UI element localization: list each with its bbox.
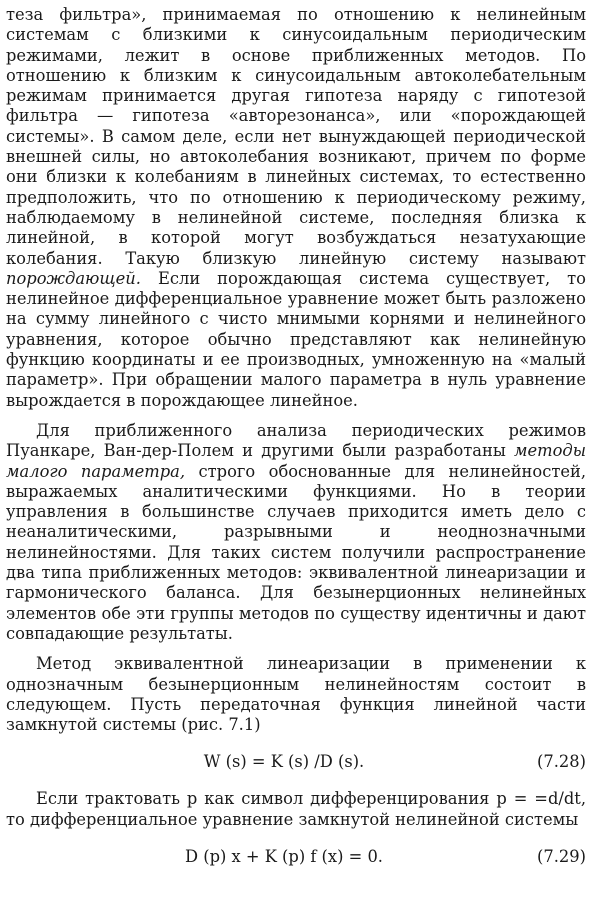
paragraph-2-text-a: Для приближенного анализа периодических режимов Пуанкаре, Ван-дер-Полем и другими были разработаны [6, 420, 586, 461]
equation-7-29-formula: D (p) x + K (p) f (x) = 0. [185, 846, 383, 866]
paragraph-1-text-b: Если порождающая система существует, то нелинейное дифференциальное уравнение может быть разложено на сумму линейного с чисто мнимыми корнями и нелинейного уравнения, которое обычно представляют как нелинейную функцию координаты и ее производных, умноженную на «малый параметр». При обращении малого параметра в нуль уравнение вырождается в порождающее линейное. [6, 268, 586, 410]
term-generating: порождающей. [6, 268, 141, 288]
paragraph-1 [6, 5, 586, 411]
term-small-parameter-methods: методы малого параметра, [6, 441, 586, 481]
equation-7-28 [6, 745, 586, 779]
equation-7-29-number: (7.29) [537, 846, 586, 866]
equation-7-28-number: (7.28) [537, 752, 586, 772]
paragraph-1-text-a: теза фильтра», принимаемая по отношению к нелинейным системам с близкими к синусоидальным периодическим режимами, лежит в основе приближенных методов. По отношению к близким к синусоидальным автоколебательным режимам принимается другая гипотеза наряду с гипотезой фильтра — гипотеза «авторезонанса», или «порождающей системы». В самом деле, если нет вынуждающей периодической внешней силы, но автоколебания возникают, причем по форме они близки к колебаниям в линейных системах, то естественно предположить, что по отношению к периодическому режиму, наблюдаемому в нелинейной системе, последняя близка к линейной, в которой могут возбуждаться незатухающие колебания. Такую близкую линейную систему называют [6, 5, 586, 268]
equation-7-28-formula: W (s) = K (s) /D (s). [203, 752, 365, 772]
paragraph-2 [6, 421, 586, 644]
paragraph-4: Если трактовать p как символ дифференцирования p = =d/dt, то дифференциальное уравнение замкнутой нелинейной системы [6, 789, 586, 829]
paragraph-3: Метод эквивалентной линеаризации в применении к однозначным безынерционным нелинейностям состоит в следующем. Пусть передаточная функция линейной части замкнутой системы (рис. 7.1) [6, 654, 586, 735]
equation-7-29 [6, 840, 586, 874]
paragraph-2-text-b: строго обоснованные для нелинейностей, выражаемых аналитическими функциями. Но в теории управления в большинстве случаев приходится иметь дело с неаналитическими, разрывными и неоднозначными нелинейностями. Для таких систем получили распространение два типа приближенных методов: эквивалентной линеаризации и гармонического баланса. Для безынерционных нелинейных элементов обе эти группы методов по существу идентичны и дают совпадающие результаты. [6, 461, 586, 643]
